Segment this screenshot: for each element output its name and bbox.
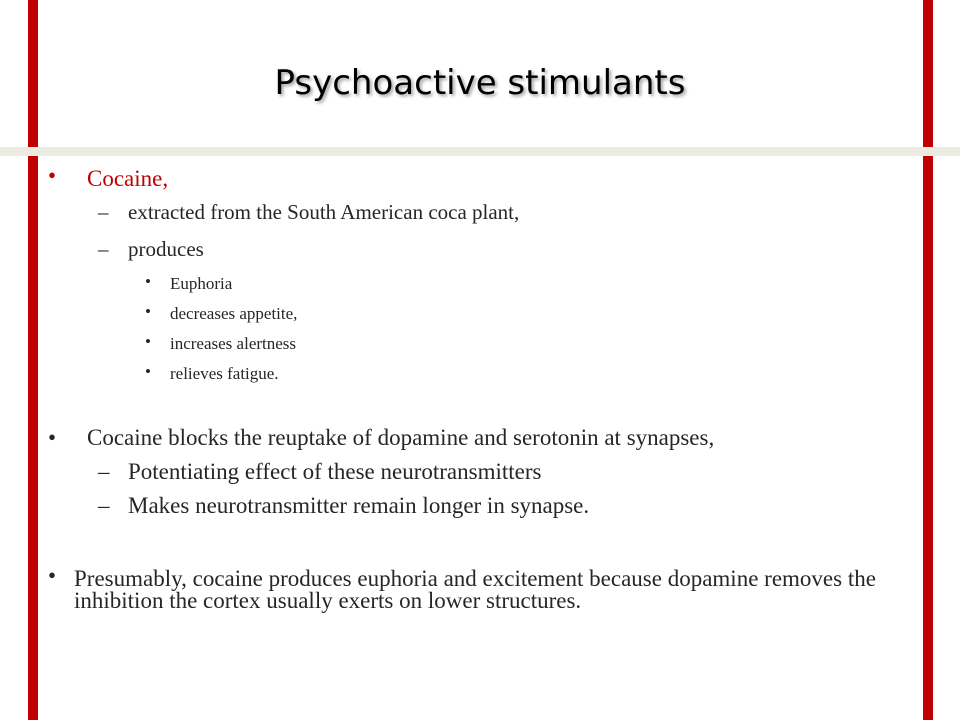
dash-icon: – bbox=[98, 459, 110, 484]
bullet-icon: • bbox=[48, 425, 57, 450]
bullet-cocaine-heading: Cocaine, bbox=[87, 166, 169, 191]
bullet-icon: • bbox=[145, 362, 151, 381]
bullet-icon: • bbox=[145, 302, 151, 321]
bullet-icon: • bbox=[145, 332, 151, 351]
dash-icon: – bbox=[98, 493, 110, 518]
effect-item: relieves fatigue. bbox=[170, 364, 279, 383]
sub-bullet-extracted: extracted from the South American coca plant, bbox=[128, 200, 520, 224]
sub-bullet-longer: Makes neurotransmitter remain longer in synapse. bbox=[128, 493, 590, 518]
bullet-reuptake: Cocaine blocks the reuptake of dopamine and serotonin at synapses, bbox=[87, 425, 715, 450]
effect-item: increases alertness bbox=[170, 334, 297, 353]
bullet-presumably: Presumably, cocaine produces euphoria and excitement because dopamine removes the inhibition the cortex usually exerts on lower structures. bbox=[74, 566, 876, 613]
sub-bullet-produces: produces bbox=[128, 237, 204, 261]
bullet-icon: • bbox=[145, 272, 151, 291]
bullet-icon: • bbox=[48, 563, 57, 588]
dash-icon: – bbox=[98, 200, 109, 224]
dash-icon: – bbox=[98, 237, 109, 261]
slide-title: Psychoactive stimulants bbox=[274, 63, 686, 103]
bullet-icon: • bbox=[48, 163, 57, 188]
effect-item: decreases appetite, bbox=[170, 304, 298, 323]
effect-item: Euphoria bbox=[170, 274, 233, 293]
sub-bullet-potentiating: Potentiating effect of these neurotransmitters bbox=[128, 459, 542, 484]
